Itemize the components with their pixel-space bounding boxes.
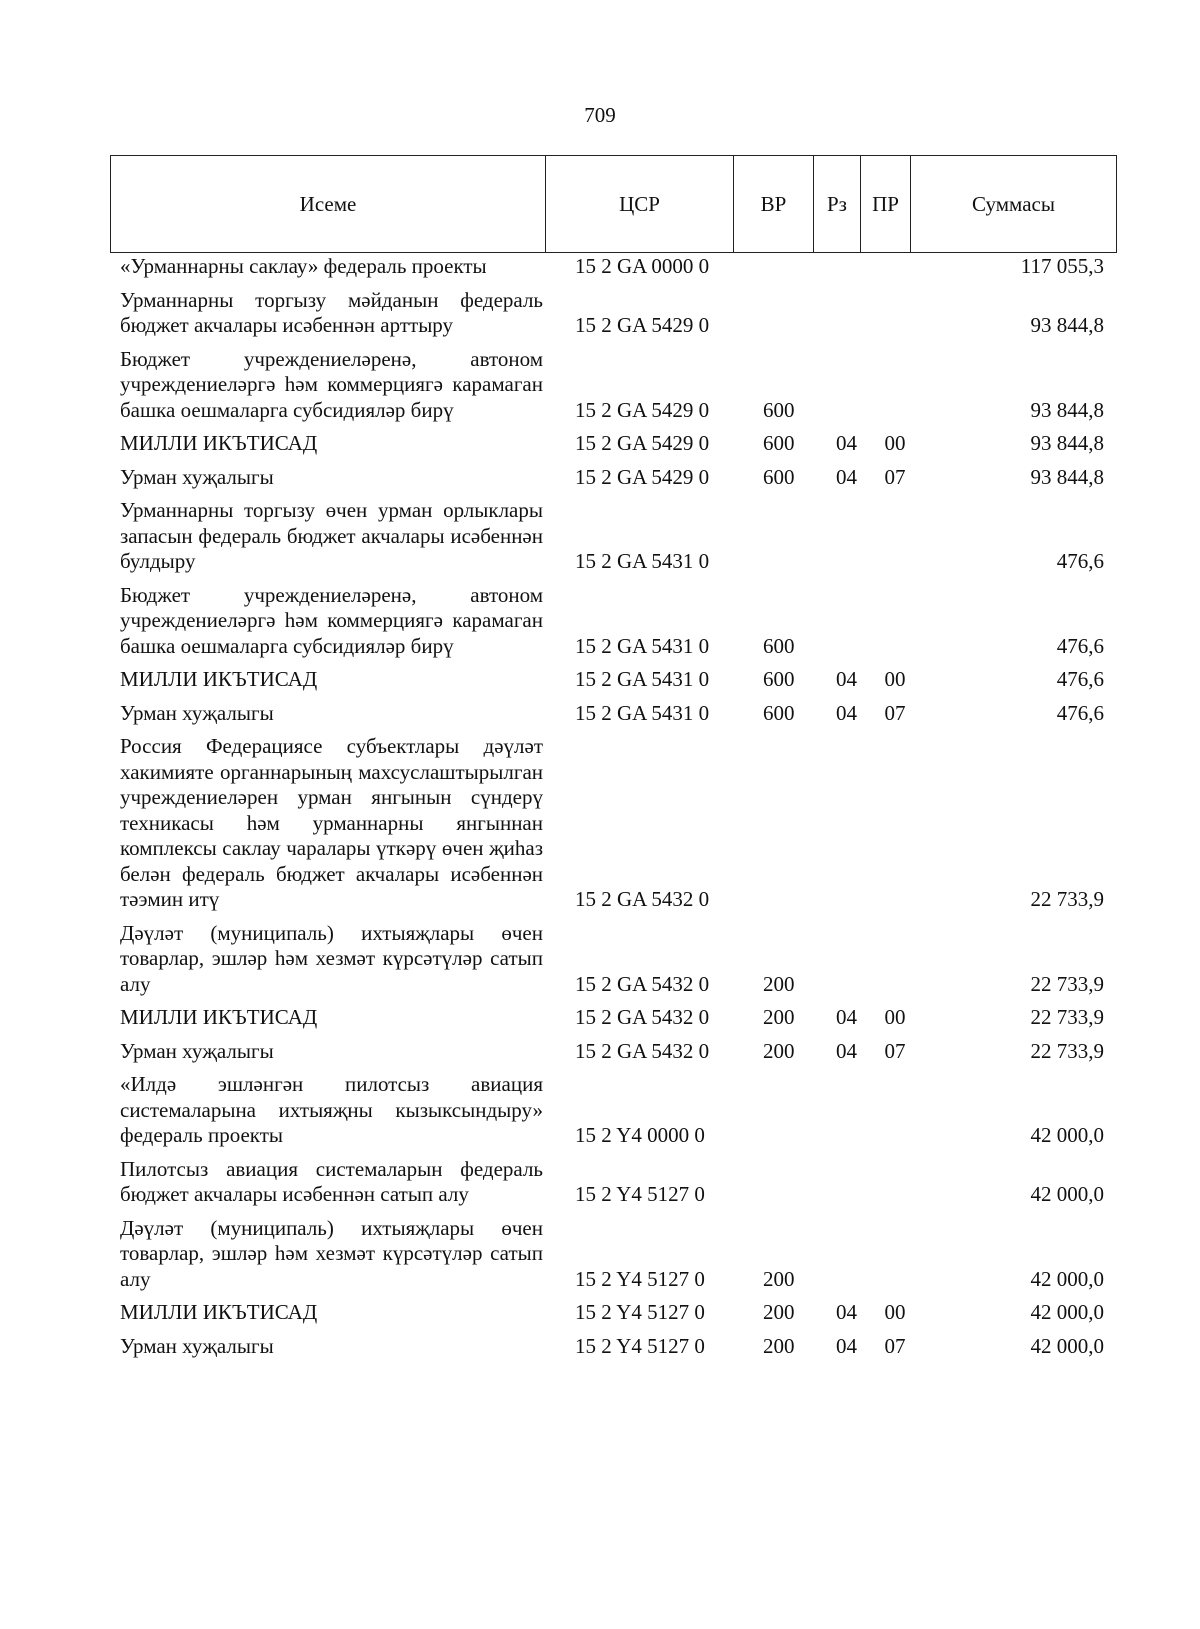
table-row bbox=[110, 1072, 1116, 1149]
row-pr: 07 bbox=[884, 1038, 906, 1063]
row-csr: 15 2 Y4 5127 0 bbox=[575, 1300, 705, 1324]
row-sum: 476,6 bbox=[1056, 667, 1104, 691]
table-header bbox=[110, 155, 1117, 253]
page-number: 709 bbox=[584, 103, 616, 127]
row-sum: 42 000,0 bbox=[1030, 1266, 1104, 1291]
row-vr: 200 bbox=[763, 1300, 795, 1324]
row-name: МИЛЛИ ИКЪТИСАД bbox=[120, 1005, 318, 1029]
row-name: «Илдә эшләнгән пилотсыз авиация системаларына ихтыяҗны кызыксындыру» федераль проекты bbox=[120, 1072, 543, 1147]
row-sum: 117 055,3 bbox=[1020, 254, 1104, 278]
header-pr: ПР bbox=[861, 156, 911, 253]
row-csr: 15 2 GA 5432 0 bbox=[575, 1005, 710, 1029]
row-csr: 15 2 GA 5431 0 bbox=[575, 667, 710, 691]
row-pr: 00 bbox=[884, 667, 906, 691]
row-vr: 600 bbox=[763, 633, 795, 658]
row-vr: 600 bbox=[763, 397, 795, 422]
row-rz: 04 bbox=[836, 667, 857, 691]
row-csr: 15 2 GA 5431 0 bbox=[575, 633, 710, 658]
table-row bbox=[110, 254, 1116, 280]
row-name: Дәүләт (муниципаль) ихтыяҗлары өчен товарлар, эшләр һәм хезмәт күрсәтүләр сатып алу bbox=[120, 1215, 543, 1291]
row-name: Дәүләт (муниципаль) ихтыяҗлары өчен товарлар, эшләр һәм хезмәт күрсәтүләр сатып алу bbox=[120, 920, 543, 996]
row-pr: 00 bbox=[884, 1300, 906, 1324]
row-csr: 15 2 GA 0000 0 bbox=[575, 254, 710, 278]
row-sum: 22 733,9 bbox=[1030, 887, 1104, 911]
table-row bbox=[110, 1334, 1116, 1360]
row-vr: 200 bbox=[763, 1038, 795, 1063]
row-name: Урман хуҗалыгы bbox=[120, 700, 274, 725]
row-vr: 600 bbox=[763, 464, 795, 489]
row-name: МИЛЛИ ИКЪТИСАД bbox=[120, 1300, 318, 1324]
row-csr: 15 2 Y4 5127 0 bbox=[575, 1182, 705, 1206]
table-row bbox=[110, 667, 1116, 693]
row-rz: 04 bbox=[836, 1300, 857, 1324]
header-vr: ВР bbox=[734, 156, 814, 253]
row-csr: 15 2 Y4 5127 0 bbox=[575, 1333, 705, 1358]
row-sum: 22 733,9 bbox=[1030, 1005, 1104, 1029]
row-vr: 600 bbox=[763, 700, 795, 725]
row-rz: 04 bbox=[836, 700, 857, 725]
table-row bbox=[110, 1005, 1116, 1031]
row-csr: 15 2 GA 5431 0 bbox=[575, 700, 710, 725]
row-sum: 93 844,8 bbox=[1030, 397, 1104, 422]
row-name: Урман хуҗалыгы bbox=[120, 464, 274, 489]
row-csr: 15 2 Y4 0000 0 bbox=[575, 1123, 705, 1147]
row-vr: 200 bbox=[763, 1266, 795, 1291]
table-row bbox=[110, 1157, 1116, 1208]
table-row bbox=[110, 431, 1116, 457]
row-pr: 07 bbox=[884, 700, 906, 725]
row-sum: 22 733,9 bbox=[1030, 971, 1104, 996]
row-pr: 07 bbox=[884, 1333, 906, 1358]
table-row bbox=[110, 465, 1116, 491]
row-csr: 15 2 GA 5432 0 bbox=[575, 1038, 710, 1063]
header-csr: ЦСР bbox=[546, 156, 734, 253]
row-sum: 42 000,0 bbox=[1030, 1300, 1104, 1324]
row-name: Урман хуҗалыгы bbox=[120, 1333, 274, 1358]
row-csr: 15 2 GA 5429 0 bbox=[575, 464, 710, 489]
table-row bbox=[110, 734, 1116, 913]
row-name: Пилотсыз авиация системаларын федераль бюджет акчалары исәбеннән сатып алу bbox=[120, 1156, 543, 1206]
table-row bbox=[110, 288, 1116, 339]
row-vr: 600 bbox=[763, 667, 795, 691]
table-row bbox=[110, 1216, 1116, 1293]
row-rz: 04 bbox=[836, 1038, 857, 1063]
row-name: Бюджет учреждениеләренә, автоном учреждениеләргә һәм коммерциягә карамаган башка оешмаларга субсидияләр бирү bbox=[120, 346, 543, 422]
table-row bbox=[110, 347, 1116, 424]
header-sum: Суммасы bbox=[911, 156, 1117, 253]
row-sum: 22 733,9 bbox=[1030, 1038, 1104, 1063]
table-body bbox=[110, 254, 1116, 1367]
row-name: Урман хуҗалыгы bbox=[120, 1038, 274, 1063]
row-pr: 07 bbox=[884, 464, 906, 489]
row-sum: 42 000,0 bbox=[1030, 1123, 1104, 1147]
row-csr: 15 2 GA 5432 0 bbox=[575, 971, 710, 996]
table-row bbox=[110, 583, 1116, 660]
row-rz: 04 bbox=[836, 464, 857, 489]
row-sum: 93 844,8 bbox=[1030, 464, 1104, 489]
row-csr: 15 2 GA 5429 0 bbox=[575, 313, 710, 337]
row-csr: 15 2 GA 5429 0 bbox=[575, 397, 710, 422]
header-rz: Рз bbox=[814, 156, 861, 253]
row-name: Урманнарны торгызу мәйданын федераль бюджет акчалары исәбеннән арттыру bbox=[120, 287, 543, 337]
row-rz: 04 bbox=[836, 431, 857, 455]
row-csr: 15 2 GA 5429 0 bbox=[575, 431, 710, 455]
row-pr: 00 bbox=[884, 1005, 906, 1029]
row-rz: 04 bbox=[836, 1333, 857, 1358]
table-row bbox=[110, 701, 1116, 727]
row-name: Урманнарны торгызу өчен урман орлыклары запасын федераль бюджет акчалары исәбеннән булдыру bbox=[120, 498, 543, 573]
header-name: Исеме bbox=[111, 156, 546, 253]
row-csr: 15 2 GA 5431 0 bbox=[575, 549, 710, 573]
table-row bbox=[110, 498, 1116, 575]
row-sum: 42 000,0 bbox=[1030, 1333, 1104, 1358]
table-row bbox=[110, 1039, 1116, 1065]
row-pr: 00 bbox=[884, 431, 906, 455]
row-csr: 15 2 Y4 5127 0 bbox=[575, 1266, 705, 1291]
row-name: МИЛЛИ ИКЪТИСАД bbox=[120, 667, 318, 691]
row-csr: 15 2 GA 5432 0 bbox=[575, 887, 710, 911]
row-vr: 200 bbox=[763, 1005, 795, 1029]
row-vr: 200 bbox=[763, 971, 795, 996]
row-sum: 93 844,8 bbox=[1030, 431, 1104, 455]
row-sum: 93 844,8 bbox=[1030, 313, 1104, 337]
row-name: «Урманнарны саклау» федераль проекты bbox=[120, 254, 487, 278]
row-name: Бюджет учреждениеләренә, автоном учреждениеләргә һәм коммерциягә карамаган башка оешмаларга субсидияләр бирү bbox=[120, 582, 543, 658]
row-sum: 476,6 bbox=[1056, 700, 1104, 725]
table-row bbox=[110, 921, 1116, 998]
row-vr: 600 bbox=[763, 431, 795, 455]
row-name: МИЛЛИ ИКЪТИСАД bbox=[120, 431, 318, 455]
row-sum: 476,6 bbox=[1056, 549, 1104, 573]
row-sum: 476,6 bbox=[1056, 633, 1104, 658]
row-vr: 200 bbox=[763, 1333, 795, 1358]
table-row bbox=[110, 1300, 1116, 1326]
row-sum: 42 000,0 bbox=[1030, 1182, 1104, 1206]
row-name: Россия Федерациясе субъектлары дәүләт хакимияте органнарының махсуслаштырылган учреждениеләрен урман янгынын сүндерү техникасы һәм урманнарны янгыннан комплексы саклау чаралары үткәрү өчен җиһаз белән федераль бюджет акчалары исәбеннән тәэмин итү bbox=[120, 734, 543, 911]
row-rz: 04 bbox=[836, 1005, 857, 1029]
